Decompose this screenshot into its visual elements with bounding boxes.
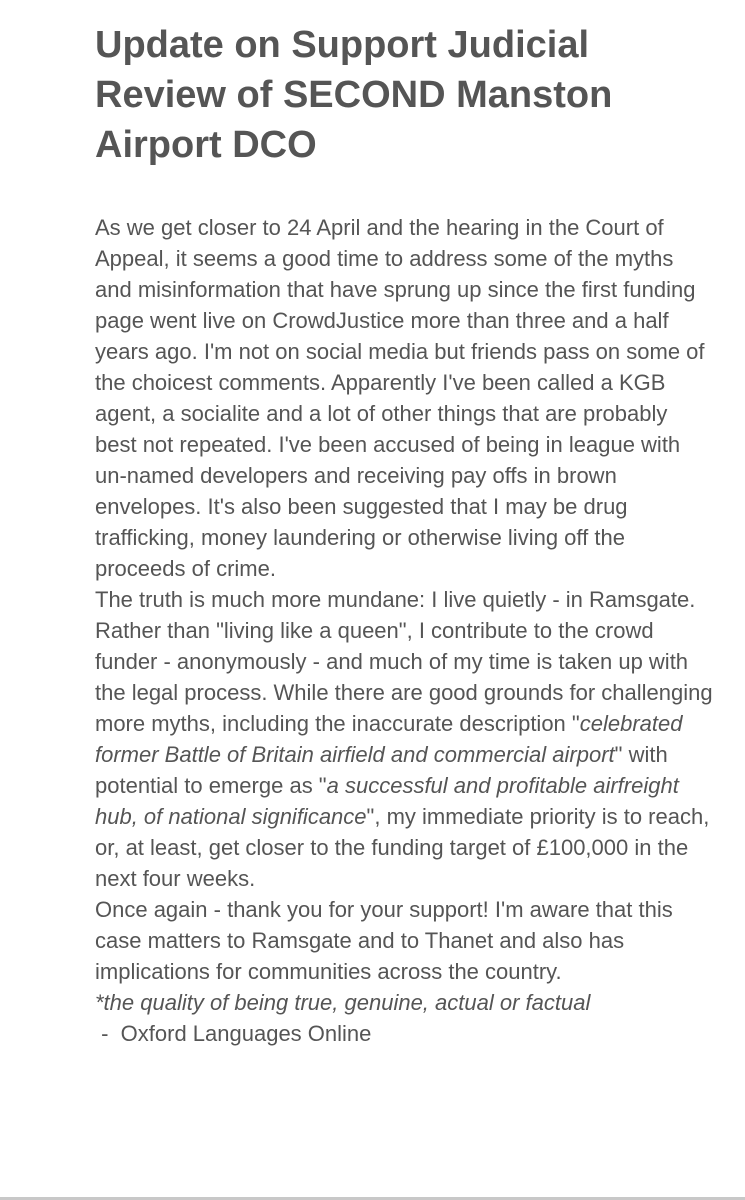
definition-source: - Oxford Languages Online (95, 1021, 372, 1046)
article-body (95, 212, 715, 1049)
definition (95, 987, 715, 1018)
paragraph-truth-part3: ", my immediate priority is to reach, or, at least, get closer to the funding target of £100,000 in the next four weeks. (95, 804, 710, 891)
article (95, 20, 715, 1049)
quote-airfield: celebrated former Battle of Britain airfield and commercial airport (95, 711, 683, 767)
paragraph-myths: As we get closer to 24 April and the hearing in the Court of Appeal, it seems a good time to address some of the myths and misinformation that have sprung up since the first funding page went live on CrowdJustice more than three and a half years ago. I'm not on social media but friends pass on some of the choicest comments. Apparently I've been called a KGB agent, a socialite and a lot of other things that are probably best not repeated. I've been accused of being in league with un-named developers and receiving pay offs in brown envelopes. It's also been suggested that I may be drug trafficking, money laundering or otherwise living off the proceeds of crime. (95, 215, 705, 581)
paragraph-thanks: Once again - thank you for your support! I'm aware that this case matters to Ramsgate and to Thanet and also has implications for communities across the country. (95, 897, 673, 984)
paragraph-truth (95, 584, 715, 894)
paragraph-truth-part1: The truth is much more mundane: I live quietly - in Ramsgate. Rather than "living like a queen", I contribute to the crowd funder - anonymously - and much of my time is taken up with the legal process. While there are good grounds for challenging more myths, including the inaccurate description " (95, 587, 713, 736)
definition-text: *the quality of being true, genuine, actual or factual (95, 990, 591, 1015)
quote-airfreight-hub: a successful and profitable airfreight hub, of national significance (95, 773, 679, 829)
page-title: Update on Support Judicial Review of SECOND Manston Airport DCO (95, 24, 613, 166)
paragraph-truth-part2: " with potential to emerge as " (95, 742, 668, 798)
